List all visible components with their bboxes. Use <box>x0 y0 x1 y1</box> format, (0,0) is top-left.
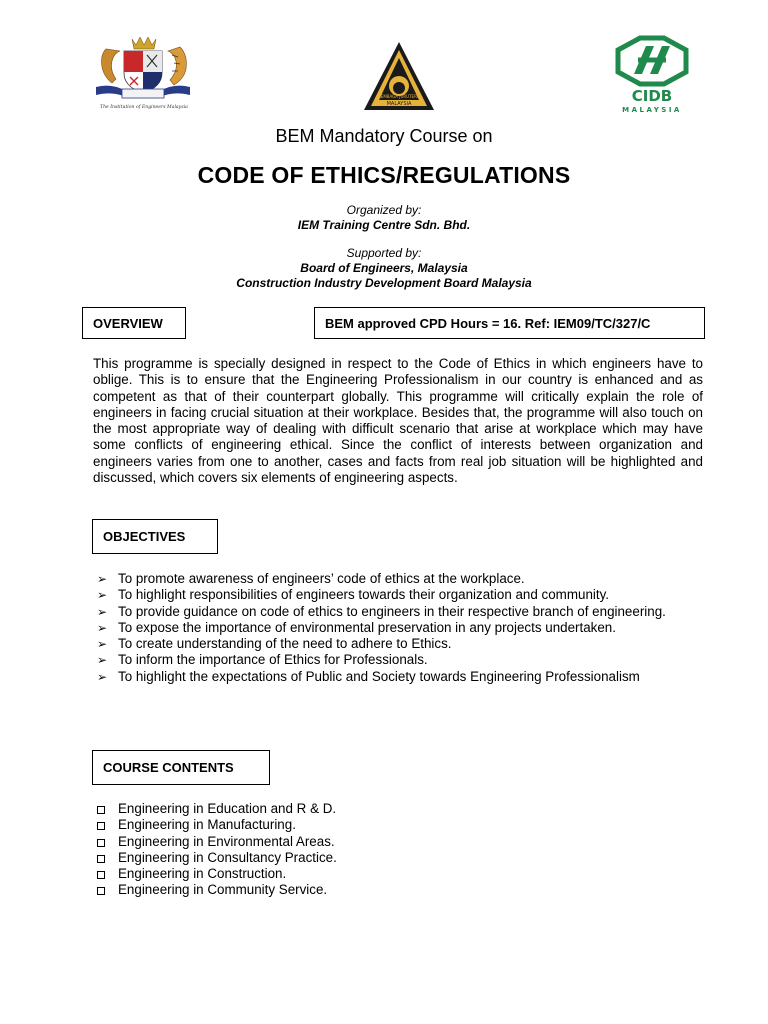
arrow-bullet-icon: ➢ <box>97 620 108 635</box>
objectives-list <box>94 571 694 685</box>
square-bullet-icon <box>97 822 105 830</box>
supported-label: Supported by: <box>346 246 422 260</box>
list-item: Engineering in Education and R & D. <box>94 801 694 817</box>
list-item: ➢ To highlight the expectations of Public and Society towards Engineering Professionalism <box>97 668 640 684</box>
arrow-bullet-icon: ➢ <box>97 637 108 652</box>
arrow-bullet-icon: ➢ <box>97 653 108 668</box>
bem-logo <box>362 40 436 112</box>
bem-ring-text: LEMBAGA JURUTERA <box>378 94 420 99</box>
list-item: ➢ To expose the importance of environmental preservation in any projects undertaken. <box>97 619 616 635</box>
organizer-name: IEM Training Centre Sdn. Bhd. <box>297 218 471 232</box>
list-item: Engineering in Community Service. <box>94 882 694 898</box>
cidb-name: CIDB <box>631 87 673 105</box>
square-bullet-icon <box>97 806 105 814</box>
arrow-bullet-icon: ➢ <box>97 572 108 586</box>
list-item: Engineering in Environmental Areas. <box>94 834 694 850</box>
bem-malaysia-text: MALAYSIA <box>386 101 412 107</box>
cidb-logo <box>604 34 696 116</box>
list-item: ➢ To inform the importance of Ethics for Professionals. <box>97 652 428 668</box>
list-item: Engineering in Construction. <box>94 866 694 882</box>
supporter-cidb: Construction Industry Development Board Malaysia <box>236 276 532 290</box>
square-bullet-icon <box>97 887 105 895</box>
course-title: CODE OF ETHICS/REGULATIONS <box>197 162 571 188</box>
arrow-bullet-icon: ➢ <box>97 604 108 619</box>
cidb-country: MALAYSIA <box>622 106 682 114</box>
square-bullet-icon <box>97 871 105 879</box>
overview-text: This programme is specially designed in respect to the Code of Ethics in which engineers have to oblige. This is to ensure that the Engineering Professionalism in our country is enhanced and as competent as that of their counterpart globally. This programme will critically explain the role of engineers in facing crucial situation at their workplace. Besides that, the programme will also touch on the most appropriate way of dealing with difficult scenario that arise at workplace which may have some conflicts of engineering ethical. Since the conflict of interests between organization and engineers varies from one to another, cases and facts from real job situation will be highlighted and discussed, which covers six elements of engineering aspects. <box>93 356 703 486</box>
list-item: ➢ To create understanding of the need to adhere to Ethics. <box>97 636 452 652</box>
objectives-heading: OBJECTIVES <box>92 519 218 554</box>
list-item: Engineering in Consultancy Practice. <box>94 850 694 866</box>
list-item: Engineering in Manufacturing. <box>94 817 694 833</box>
arrow-bullet-icon: ➢ <box>97 588 108 603</box>
iem-logo <box>92 33 194 111</box>
organized-label: Organized by: <box>346 203 422 217</box>
cpd-hours-box: BEM approved CPD Hours = 16. Ref: IEM09/TC/327/C <box>314 307 705 339</box>
square-bullet-icon <box>97 855 105 863</box>
list-item: ➢ To promote awareness of engineers’ code of ethics at the workplace. <box>97 571 525 586</box>
square-bullet-icon <box>97 839 105 847</box>
arrow-bullet-icon: ➢ <box>97 669 108 684</box>
iem-caption: The Institution of Engineers Malaysia <box>100 105 188 110</box>
list-item: ➢ To highlight responsibilities of engineers towards their organization and community. <box>97 587 610 603</box>
course-contents-heading: COURSE CONTENTS <box>92 750 270 785</box>
course-contents-list <box>94 801 694 899</box>
overview-heading: OVERVIEW <box>82 307 186 339</box>
list-item: ➢ To provide guidance on code of ethics to engineers in their respective branch of engineering. <box>97 603 666 619</box>
supporter-bem: Board of Engineers, Malaysia <box>300 261 468 275</box>
course-subtitle: BEM Mandatory Course on <box>275 126 493 146</box>
